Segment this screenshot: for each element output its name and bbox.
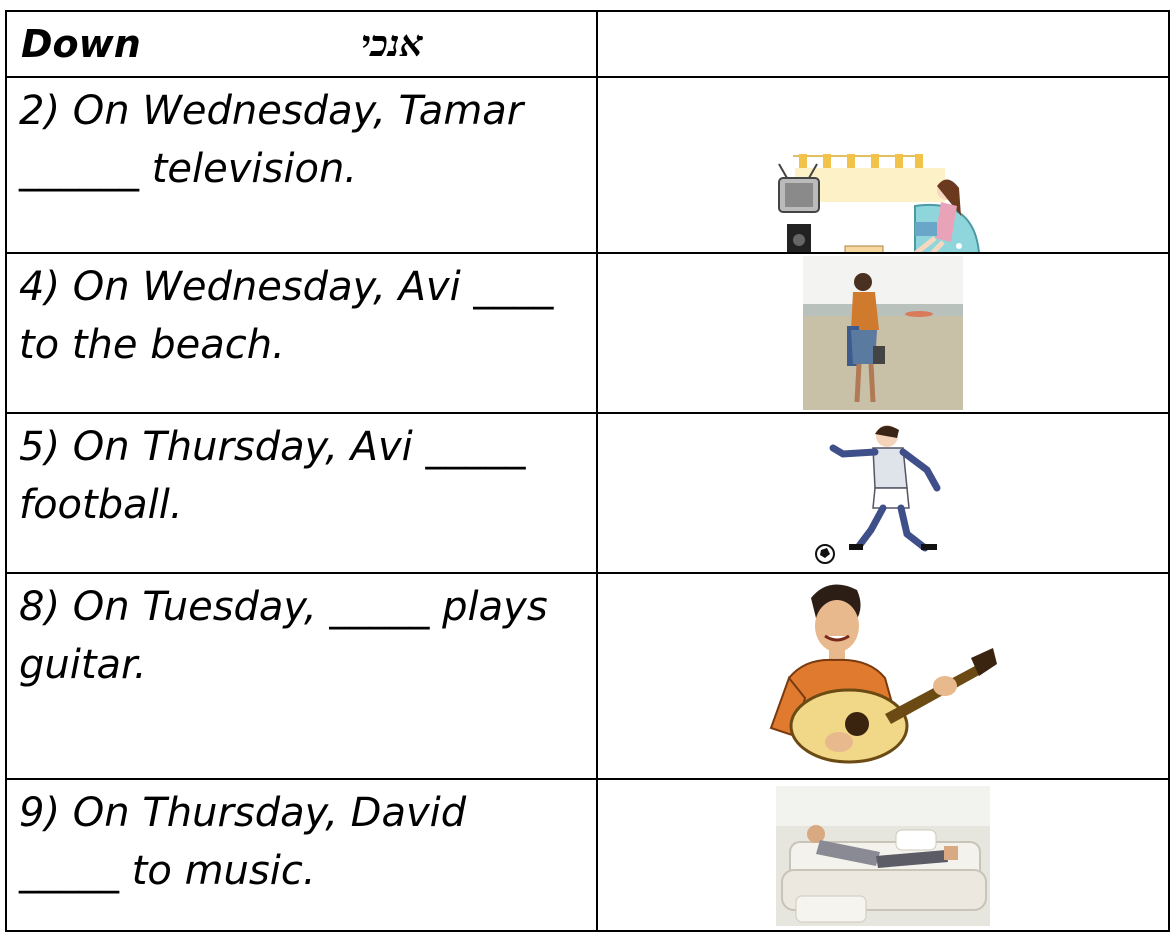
clue-row (6, 253, 1169, 413)
clue-line-2: football. (19, 482, 183, 528)
clue-row (6, 77, 1169, 253)
clue-text-cell (6, 77, 597, 253)
man-at-beach-picture (803, 256, 963, 410)
clue-row (6, 779, 1169, 931)
boy-kicking-football-picture (813, 418, 953, 566)
crossword-clue-table (5, 10, 1170, 932)
girl-watching-television-picture (765, 146, 1001, 253)
clue-picture-cell (597, 413, 1169, 573)
clue-picture-cell (597, 77, 1169, 253)
clue-line-1: 2) On Wednesday, Tamar (19, 88, 524, 134)
clue-line-2: _____ to music. (19, 848, 316, 894)
header-row (6, 11, 1169, 77)
clue-line-1: 8) On Tuesday, _____ plays (19, 584, 548, 630)
clue-line-1: 4) On Wednesday, Avi ____ (19, 264, 554, 310)
clue-line-2: guitar. (19, 642, 147, 688)
person-on-sofa-picture (776, 786, 990, 926)
hebrew-heading: אנכי (361, 23, 423, 65)
clue-picture-cell (597, 573, 1169, 779)
clue-text-cell (6, 573, 597, 779)
down-heading: Down (21, 22, 141, 66)
clue-line-1: 5) On Thursday, Avi _____ (19, 424, 526, 470)
clue-line-2: ______ television. (19, 146, 358, 192)
clue-text-cell (6, 779, 597, 931)
clue-picture-cell (597, 253, 1169, 413)
clue-row (6, 573, 1169, 779)
clue-line-1: 9) On Thursday, David (19, 790, 467, 836)
header-empty-cell (597, 11, 1169, 77)
clue-picture-cell (597, 779, 1169, 931)
clue-row (6, 413, 1169, 573)
clue-text-cell (6, 413, 597, 573)
clue-text-cell (6, 253, 597, 413)
header-cell (6, 11, 597, 77)
man-playing-guitar-picture (765, 578, 1001, 774)
clue-line-2: to the beach. (19, 322, 285, 368)
